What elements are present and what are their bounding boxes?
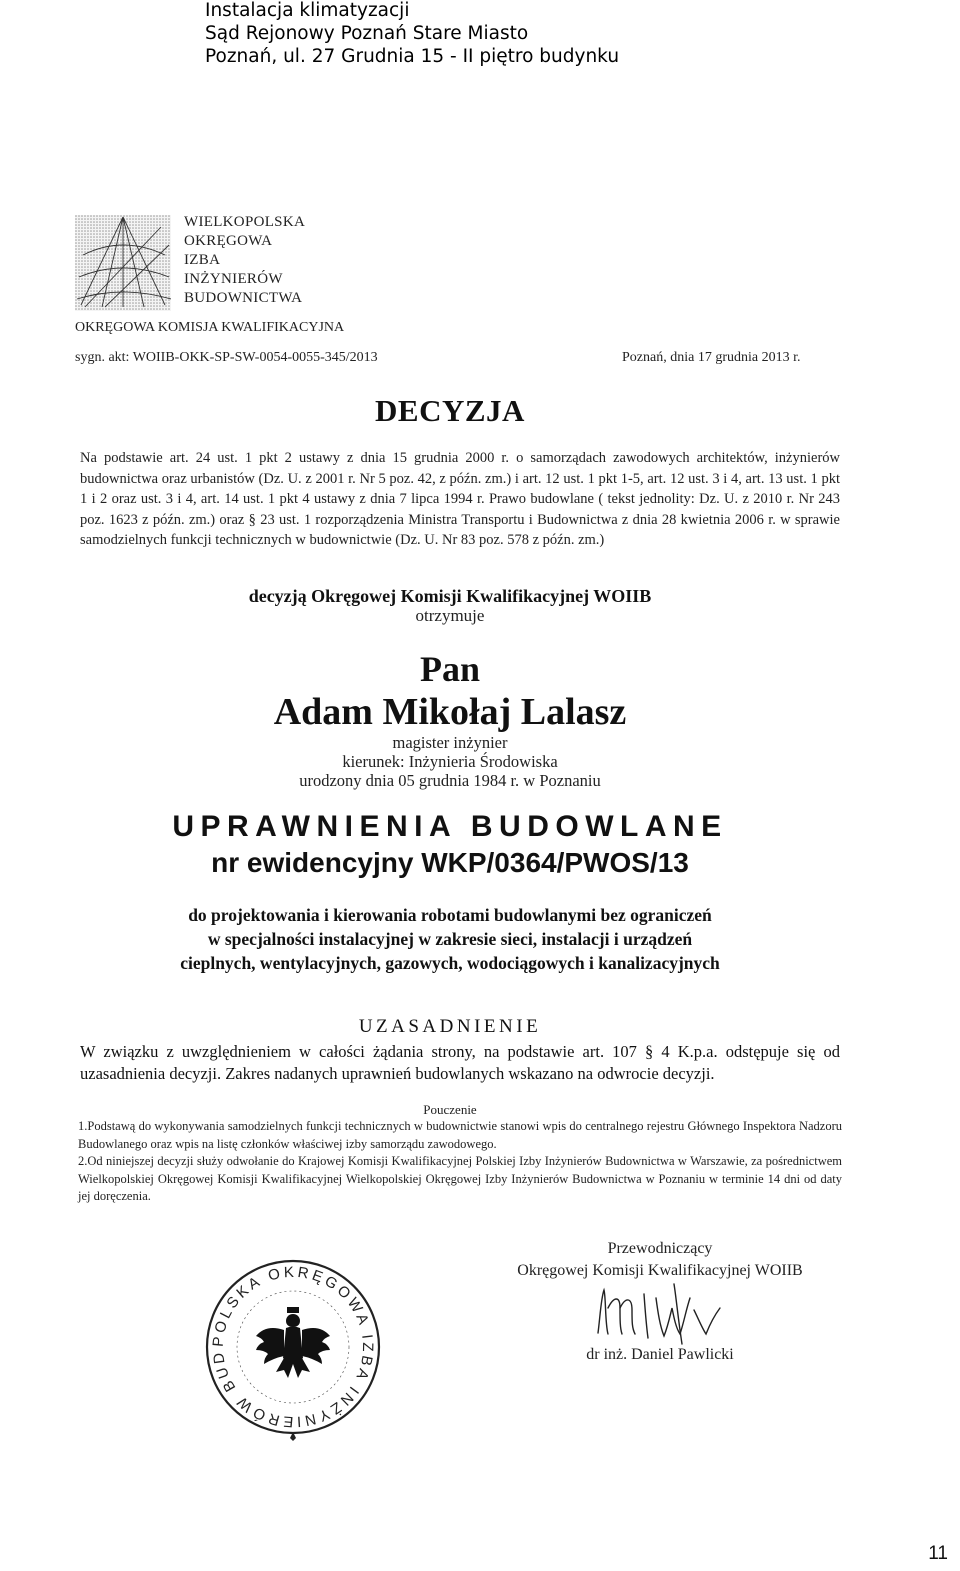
seal-text: POLSKA OKRĘGOWA IZBA INŻYNIERÓW BUD <box>209 1263 377 1431</box>
instruction-title: Pouczenie <box>423 1102 477 1117</box>
recipient-field: kierunek: Inżynieria Środowiska <box>342 752 558 771</box>
org-name-line1: WIELKOPOLSKA <box>184 214 306 230</box>
header-title-line3: Poznań, ul. 27 Grudnia 15 - II piętro budynku <box>205 46 620 67</box>
org-name-line3: IZBA <box>184 252 221 268</box>
header-title-line1: Instalacja klimatyzacji <box>205 0 410 21</box>
handwritten-signature <box>586 1278 756 1348</box>
justification-title: UZASADNIENIE <box>358 1016 542 1037</box>
recipient-name: Adam Mikołaj Lalasz <box>273 691 627 733</box>
instruction-body <box>78 1118 842 1206</box>
decision-authority: decyzją Okręgowej Komisji Kwalifikacyjnej WOIIB <box>248 586 652 606</box>
permission-scope-line3: cieplnych, wentylacyjnych, gazowych, wodociągowych i kanalizacyjnych <box>180 953 720 973</box>
org-name-line4: INŻYNIERÓW <box>184 271 283 287</box>
instruction-item-1: 1.Podstawą do wykonywania samodzielnych funkcji technicznych w budownictwie stanowi wpis do centralnego rejestru Głównego Inspektora Nadzoru Budowlanego oraz wpis na listę członków właściwej izby samorządu zawodowego. <box>78 1119 842 1151</box>
receives-label: otrzymuje <box>415 606 485 625</box>
permission-scope-line1: do projektowania i kierowania robotami budowlanymi bez ograniczeń <box>188 905 712 925</box>
org-name-line5: BUDOWNICTWA <box>184 290 303 306</box>
signatory-body: Okręgowej Komisji Kwalifikacyjnej WOIIB <box>517 1262 803 1279</box>
legal-basis: Na podstawie art. 24 ust. 1 pkt 2 ustawy z dnia 15 grudnia 2000 r. o samorządach zawodowych architektów, inżynierów budownictwa oraz urbanistów (Dz. U. z 2001 r. Nr 5 poz. 42, z późn. zm.) i art. 12 ust. 1 pkt 1-5, art. 12 ust. 3 i 4, art. 13 ust. 1 pkt 1 i 2 oraz ust. 3 i 4, art. 14 ust. 1 pkt 4 ustawy z dnia 7 lipca 1994 r. Prawo budowlane ( tekst jednolity: Dz. U. z 2010 r. Nr 243 poz. 1623 z późn. zm.) oraz § 23 ust. 1 rozporządzenia Ministra Transportu i Budownictwa z dnia 28 kwietnia 2006 r. w sprawie samodzielnych funkcji technicznych w budownictwie (Dz. U. Nr 83 poz. 578 z późn. zm.) <box>80 450 840 549</box>
signatory-role: Przewodniczący <box>607 1240 713 1257</box>
place-date: Poznań, dnia 17 grudnia 2013 r. <box>622 350 801 365</box>
salutation: Pan <box>419 649 480 689</box>
org-name-line2: OKRĘGOWA <box>184 233 273 249</box>
recipient-degree: magister inżynier <box>392 733 508 752</box>
permission-scope-line2: w specjalności instalacyjnej w zakresie sieci, instalacji i urządzeń <box>207 929 693 949</box>
justification-text: W związku z uwzględnieniem w całości żądania strony, na podstawie art. 107 § 4 K.p.a. odstępuje się od uzasadnienia decyzji. Zakres nadanych uprawnień budowlanych wskazano na odwrocie decyzji. <box>80 1042 840 1083</box>
instruction-item-2: 2.Od niniejszej decyzji służy odwołanie do Krajowej Komisji Kwalifikacyjnej Polskiej Izby Inżynierów Budownictwa w Warszawie, za pośrednictwem Wielkopolskiej Okręgowej Komisji Kwalifikacyjnej Wielkopolskiej Okręgowej Izby Inżynierów Budownictwa w Poznaniu w terminie 14 dni od daty jej doręczenia. <box>78 1154 842 1204</box>
commission-name: OKRĘGOWA KOMISJA KWALIFIKACYJNA <box>75 320 345 335</box>
case-reference: sygn. akt: WOIIB-OKK-SP-SW-0054-0055-345/2013 <box>75 350 378 365</box>
header-title-line2: Sąd Rejonowy Poznań Stare Miasto <box>205 23 529 44</box>
chamber-logo <box>75 215 171 311</box>
document-title: DECYZJA <box>375 393 525 428</box>
official-seal <box>198 1252 388 1442</box>
permission-number: nr ewidencyjny WKP/0364/PWOS/13 <box>211 847 689 878</box>
recipient-birth: urodzony dnia 05 grudnia 1984 r. w Poznaniu <box>299 771 601 790</box>
permission-title: UPRAWNIENIA BUDOWLANE <box>172 810 728 843</box>
signatory-name: dr inż. Daniel Pawlicki <box>586 1346 734 1363</box>
page-number: 11 <box>928 1543 948 1564</box>
